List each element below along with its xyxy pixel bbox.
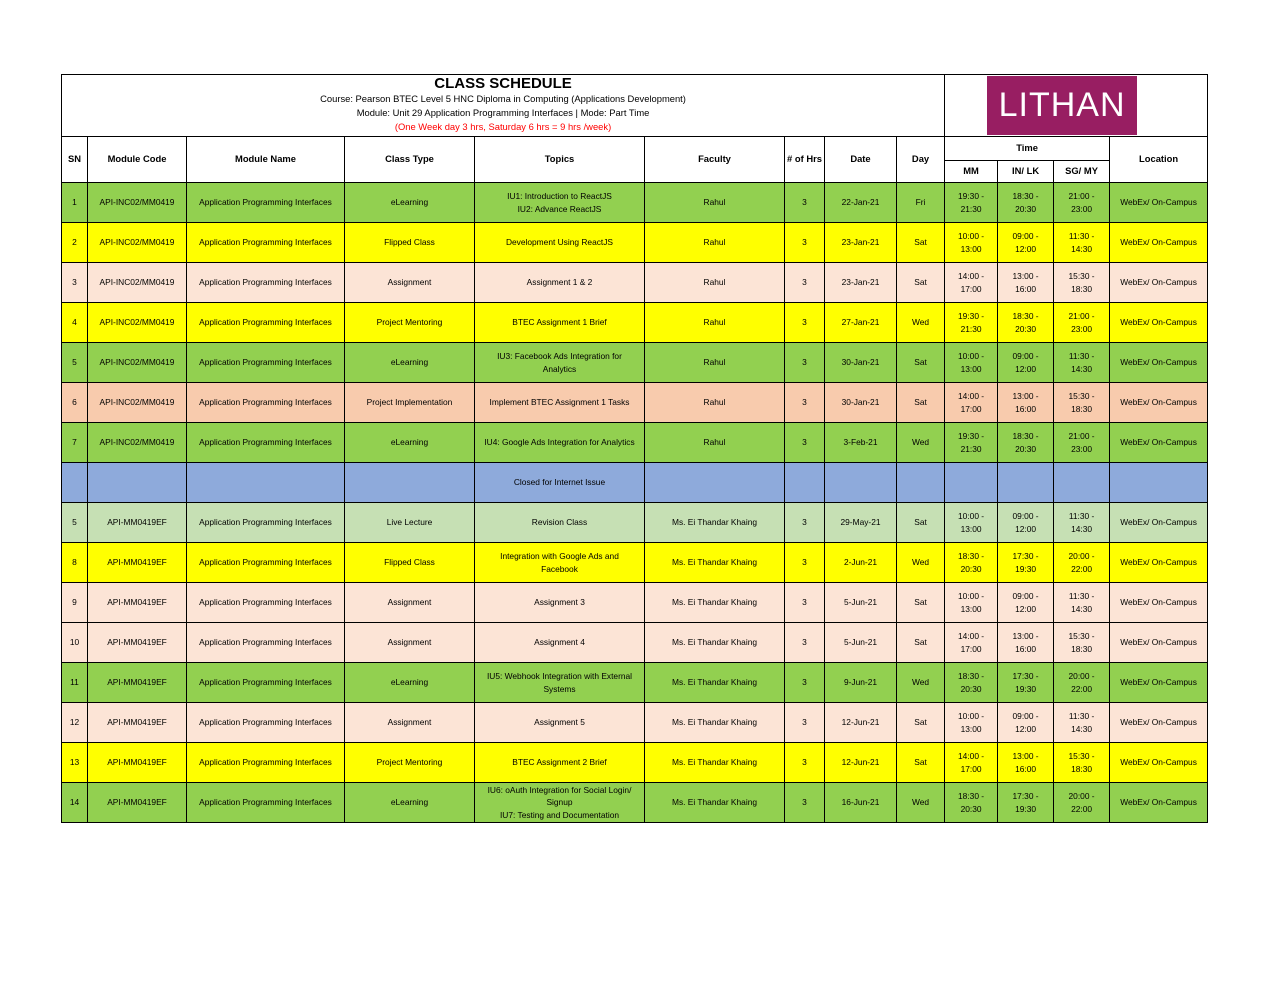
cell-faculty: Rahul (645, 223, 785, 263)
cell-class-type: eLearning (345, 783, 475, 823)
cell-topics: BTEC Assignment 2 Brief (475, 743, 645, 783)
cell-module-name: Application Programming Interfaces (187, 343, 345, 383)
col-time: Time (945, 137, 1110, 161)
cell-day: Sat (897, 743, 945, 783)
cell-day: Sat (897, 223, 945, 263)
col-topics: Topics (475, 137, 645, 183)
cell-topics: IU6: oAuth Integration for Social Login/ Signup IU7: Testing and Documentation (475, 783, 645, 823)
cell-date: 27-Jan-21 (825, 303, 897, 343)
cell-time-sg-my: 15:30 - 18:30 (1054, 383, 1110, 423)
cell-module-code: API-INC02/MM0419 (88, 423, 187, 463)
cell-date: 5-Jun-21 (825, 583, 897, 623)
lithan-logo: LITHAN (987, 76, 1137, 135)
cell-class-type: eLearning (345, 423, 475, 463)
cell-location: WebEx/ On-Campus (1110, 423, 1208, 463)
cell-module-code: API-MM0419EF (88, 583, 187, 623)
cell-faculty: Rahul (645, 383, 785, 423)
cell-time-sg-my: 11:30 - 14:30 (1054, 343, 1110, 383)
cell-module-code: API-MM0419EF (88, 503, 187, 543)
cell-day: Wed (897, 663, 945, 703)
cell-faculty: Rahul (645, 263, 785, 303)
col-faculty: Faculty (645, 137, 785, 183)
cell-date: 12-Jun-21 (825, 743, 897, 783)
cell-topics: Assignment 4 (475, 623, 645, 663)
cell-time-mm: 14:00 - 17:00 (945, 383, 998, 423)
cell-time-mm: 10:00 - 13:00 (945, 223, 998, 263)
col-date: Date (825, 137, 897, 183)
cell-module-code: API-INC02/MM0419 (88, 303, 187, 343)
cell-hrs: 3 (785, 223, 825, 263)
cell-date: 12-Jun-21 (825, 703, 897, 743)
table-row (62, 383, 1208, 423)
cell-location: WebEx/ On-Campus (1110, 223, 1208, 263)
cell-time-in-lk: 13:00 - 16:00 (998, 263, 1054, 303)
cell-faculty: Rahul (645, 303, 785, 343)
cell-date: 2-Jun-21 (825, 543, 897, 583)
cell-topics: Assignment 1 & 2 (475, 263, 645, 303)
cell-sn: 14 (62, 783, 88, 823)
cell-sn: 10 (62, 623, 88, 663)
logo-cell (945, 75, 1208, 137)
cell-time-in-lk: 18:30 - 20:30 (998, 423, 1054, 463)
cell-module-code (88, 463, 187, 503)
col-time-sg-my: SG/ MY (1054, 161, 1110, 183)
cell-hrs: 3 (785, 783, 825, 823)
cell-hrs: 3 (785, 663, 825, 703)
cell-hrs: 3 (785, 423, 825, 463)
cell-topics: Assignment 3 (475, 583, 645, 623)
cell-module-name: Application Programming Interfaces (187, 263, 345, 303)
cell-class-type (345, 463, 475, 503)
col-location: Location (1110, 137, 1208, 183)
cell-time-mm: 10:00 - 13:00 (945, 703, 998, 743)
cell-sn: 1 (62, 183, 88, 223)
cell-topics: IU5: Webhook Integration with External Systems (475, 663, 645, 703)
cell-day: Wed (897, 423, 945, 463)
cell-module-code: API-MM0419EF (88, 743, 187, 783)
cell-faculty: Ms. Ei Thandar Khaing (645, 583, 785, 623)
class-schedule-table (61, 74, 1208, 823)
hours-note: (One Week day 3 hrs, Saturday 6 hrs = 9 hrs /week) (394, 121, 612, 132)
cell-day (897, 463, 945, 503)
cell-date: 3-Feb-21 (825, 423, 897, 463)
cell-time-sg-my: 11:30 - 14:30 (1054, 583, 1110, 623)
cell-class-type: Assignment (345, 583, 475, 623)
cell-faculty: Ms. Ei Thandar Khaing (645, 743, 785, 783)
cell-hrs: 3 (785, 303, 825, 343)
cell-sn: 13 (62, 743, 88, 783)
cell-topics: Closed for Internet Issue (475, 463, 645, 503)
cell-location: WebEx/ On-Campus (1110, 703, 1208, 743)
cell-time-mm: 18:30 - 20:30 (945, 543, 998, 583)
cell-faculty: Rahul (645, 423, 785, 463)
cell-module-code: API-MM0419EF (88, 703, 187, 743)
col-module-code: Module Code (88, 137, 187, 183)
cell-date: 22-Jan-21 (825, 183, 897, 223)
cell-class-type: eLearning (345, 663, 475, 703)
table-row (62, 183, 1208, 223)
cell-time-mm: 19:30 - 21:30 (945, 423, 998, 463)
cell-topics: Implement BTEC Assignment 1 Tasks (475, 383, 645, 423)
cell-time-mm: 18:30 - 20:30 (945, 783, 998, 823)
cell-date: 16-Jun-21 (825, 783, 897, 823)
cell-hrs: 3 (785, 183, 825, 223)
cell-faculty: Ms. Ei Thandar Khaing (645, 703, 785, 743)
cell-module-code: API-INC02/MM0419 (88, 263, 187, 303)
cell-time-in-lk: 18:30 - 20:30 (998, 303, 1054, 343)
module-line: Module: Unit 29 Application Programming Interfaces | Mode: Part Time (356, 107, 650, 118)
table-row (62, 663, 1208, 703)
cell-class-type: eLearning (345, 343, 475, 383)
cell-module-name (187, 463, 345, 503)
cell-time-sg-my: 20:00 - 22:00 (1054, 783, 1110, 823)
table-row (62, 503, 1208, 543)
cell-class-type: Project Mentoring (345, 303, 475, 343)
cell-date: 23-Jan-21 (825, 223, 897, 263)
cell-date (825, 463, 897, 503)
cell-time-sg-my: 21:00 - 23:00 (1054, 423, 1110, 463)
cell-hrs: 3 (785, 703, 825, 743)
cell-time-sg-my: 11:30 - 14:30 (1054, 703, 1110, 743)
cell-class-type: Flipped Class (345, 223, 475, 263)
cell-date: 30-Jan-21 (825, 383, 897, 423)
cell-sn: 3 (62, 263, 88, 303)
cell-module-name: Application Programming Interfaces (187, 303, 345, 343)
cell-sn: 7 (62, 423, 88, 463)
cell-time-in-lk: 17:30 - 19:30 (998, 783, 1054, 823)
course-info (62, 92, 945, 137)
cell-location: WebEx/ On-Campus (1110, 583, 1208, 623)
cell-hrs: 3 (785, 343, 825, 383)
cell-module-code: API-MM0419EF (88, 663, 187, 703)
cell-sn (62, 463, 88, 503)
cell-topics: BTEC Assignment 1 Brief (475, 303, 645, 343)
cell-time-sg-my: 15:30 - 18:30 (1054, 623, 1110, 663)
table-row (62, 783, 1208, 823)
cell-module-name: Application Programming Interfaces (187, 223, 345, 263)
cell-class-type: Assignment (345, 623, 475, 663)
cell-class-type: eLearning (345, 183, 475, 223)
cell-date: 23-Jan-21 (825, 263, 897, 303)
cell-module-name: Application Programming Interfaces (187, 743, 345, 783)
cell-day: Sat (897, 503, 945, 543)
cell-time-sg-my: 15:30 - 18:30 (1054, 263, 1110, 303)
cell-module-code: API-INC02/MM0419 (88, 223, 187, 263)
cell-sn: 6 (62, 383, 88, 423)
cell-time-mm: 10:00 - 13:00 (945, 583, 998, 623)
cell-topics: Development Using ReactJS (475, 223, 645, 263)
cell-faculty (645, 463, 785, 503)
cell-sn: 9 (62, 583, 88, 623)
cell-faculty: Ms. Ei Thandar Khaing (645, 783, 785, 823)
cell-hrs: 3 (785, 623, 825, 663)
cell-time-in-lk: 13:00 - 16:00 (998, 743, 1054, 783)
table-row (62, 703, 1208, 743)
cell-module-name: Application Programming Interfaces (187, 783, 345, 823)
cell-hrs (785, 463, 825, 503)
cell-class-type: Flipped Class (345, 543, 475, 583)
cell-topics: Integration with Google Ads and Facebook (475, 543, 645, 583)
table-row (62, 223, 1208, 263)
cell-day: Sat (897, 383, 945, 423)
cell-location: WebEx/ On-Campus (1110, 543, 1208, 583)
cell-sn: 2 (62, 223, 88, 263)
cell-time-sg-my (1054, 463, 1110, 503)
cell-time-sg-my: 21:00 - 23:00 (1054, 183, 1110, 223)
table-row (62, 463, 1208, 503)
cell-time-sg-my: 15:30 - 18:30 (1054, 743, 1110, 783)
col-day: Day (897, 137, 945, 183)
cell-time-mm: 10:00 - 13:00 (945, 503, 998, 543)
course-line: Course: Pearson BTEC Level 5 HNC Diploma in Computing (Applications Development) (320, 93, 686, 104)
cell-location (1110, 463, 1208, 503)
cell-faculty: Rahul (645, 183, 785, 223)
cell-location: WebEx/ On-Campus (1110, 743, 1208, 783)
cell-time-in-lk: 17:30 - 19:30 (998, 543, 1054, 583)
cell-faculty: Ms. Ei Thandar Khaing (645, 623, 785, 663)
cell-topics: Revision Class (475, 503, 645, 543)
cell-faculty: Ms. Ei Thandar Khaing (645, 503, 785, 543)
cell-day: Sat (897, 623, 945, 663)
cell-module-name: Application Programming Interfaces (187, 543, 345, 583)
cell-hrs: 3 (785, 543, 825, 583)
cell-time-in-lk: 09:00 - 12:00 (998, 343, 1054, 383)
cell-location: WebEx/ On-Campus (1110, 503, 1208, 543)
cell-time-mm: 14:00 - 17:00 (945, 743, 998, 783)
cell-module-code: API-MM0419EF (88, 543, 187, 583)
table-row (62, 303, 1208, 343)
cell-day: Sat (897, 343, 945, 383)
schedule-title: CLASS SCHEDULE (62, 75, 945, 93)
cell-module-code: API-INC02/MM0419 (88, 383, 187, 423)
cell-topics: IU1: Introduction to ReactJS IU2: Advance ReactJS (475, 183, 645, 223)
cell-topics: IU3: Facebook Ads Integration for Analytics (475, 343, 645, 383)
table-row (62, 743, 1208, 783)
cell-module-name: Application Programming Interfaces (187, 583, 345, 623)
cell-date: 30-Jan-21 (825, 343, 897, 383)
cell-location: WebEx/ On-Campus (1110, 303, 1208, 343)
cell-time-mm (945, 463, 998, 503)
table-row (62, 263, 1208, 303)
cell-faculty: Rahul (645, 343, 785, 383)
cell-time-sg-my: 21:00 - 23:00 (1054, 303, 1110, 343)
cell-time-sg-my: 11:30 - 14:30 (1054, 503, 1110, 543)
cell-faculty: Ms. Ei Thandar Khaing (645, 663, 785, 703)
cell-day: Sat (897, 583, 945, 623)
cell-class-type: Project Mentoring (345, 743, 475, 783)
cell-module-name: Application Programming Interfaces (187, 383, 345, 423)
cell-hrs: 3 (785, 743, 825, 783)
cell-module-code: API-MM0419EF (88, 783, 187, 823)
cell-time-in-lk: 09:00 - 12:00 (998, 503, 1054, 543)
cell-time-in-lk: 09:00 - 12:00 (998, 703, 1054, 743)
cell-time-in-lk: 18:30 - 20:30 (998, 183, 1054, 223)
cell-day: Wed (897, 543, 945, 583)
cell-location: WebEx/ On-Campus (1110, 623, 1208, 663)
table-row (62, 343, 1208, 383)
cell-sn: 5 (62, 503, 88, 543)
col-time-in-lk: IN/ LK (998, 161, 1054, 183)
cell-location: WebEx/ On-Campus (1110, 263, 1208, 303)
cell-module-code: API-MM0419EF (88, 623, 187, 663)
cell-time-in-lk: 13:00 - 16:00 (998, 623, 1054, 663)
cell-topics: Assignment 5 (475, 703, 645, 743)
cell-module-name: Application Programming Interfaces (187, 623, 345, 663)
cell-sn: 11 (62, 663, 88, 703)
cell-class-type: Project Implementation (345, 383, 475, 423)
table-row (62, 543, 1208, 583)
cell-hrs: 3 (785, 383, 825, 423)
cell-day: Wed (897, 783, 945, 823)
table-row (62, 623, 1208, 663)
col-class-type: Class Type (345, 137, 475, 183)
cell-sn: 8 (62, 543, 88, 583)
cell-time-mm: 10:00 - 13:00 (945, 343, 998, 383)
cell-sn: 12 (62, 703, 88, 743)
table-row (62, 423, 1208, 463)
cell-time-in-lk: 09:00 - 12:00 (998, 223, 1054, 263)
cell-day: Fri (897, 183, 945, 223)
cell-time-in-lk (998, 463, 1054, 503)
cell-time-sg-my: 20:00 - 22:00 (1054, 663, 1110, 703)
cell-location: WebEx/ On-Campus (1110, 383, 1208, 423)
col-module-name: Module Name (187, 137, 345, 183)
cell-hrs: 3 (785, 263, 825, 303)
cell-module-name: Application Programming Interfaces (187, 423, 345, 463)
cell-module-code: API-INC02/MM0419 (88, 183, 187, 223)
cell-time-in-lk: 17:30 - 19:30 (998, 663, 1054, 703)
cell-time-in-lk: 13:00 - 16:00 (998, 383, 1054, 423)
cell-hrs: 3 (785, 583, 825, 623)
cell-time-mm: 19:30 - 21:30 (945, 303, 998, 343)
cell-time-mm: 18:30 - 20:30 (945, 663, 998, 703)
cell-module-code: API-INC02/MM0419 (88, 343, 187, 383)
col-time-mm: MM (945, 161, 998, 183)
cell-date: 5-Jun-21 (825, 623, 897, 663)
cell-location: WebEx/ On-Campus (1110, 783, 1208, 823)
col-hrs: # of Hrs (785, 137, 825, 183)
cell-module-name: Application Programming Interfaces (187, 183, 345, 223)
cell-day: Wed (897, 303, 945, 343)
cell-time-mm: 14:00 - 17:00 (945, 263, 998, 303)
cell-time-sg-my: 20:00 - 22:00 (1054, 543, 1110, 583)
col-sn: SN (62, 137, 88, 183)
cell-date: 29-May-21 (825, 503, 897, 543)
cell-topics: IU4: Google Ads Integration for Analytics (475, 423, 645, 463)
cell-location: WebEx/ On-Campus (1110, 663, 1208, 703)
cell-hrs: 3 (785, 503, 825, 543)
cell-time-sg-my: 11:30 - 14:30 (1054, 223, 1110, 263)
cell-class-type: Live Lecture (345, 503, 475, 543)
cell-time-in-lk: 09:00 - 12:00 (998, 583, 1054, 623)
cell-sn: 5 (62, 343, 88, 383)
table-row (62, 583, 1208, 623)
cell-module-name: Application Programming Interfaces (187, 663, 345, 703)
cell-sn: 4 (62, 303, 88, 343)
cell-time-mm: 14:00 - 17:00 (945, 623, 998, 663)
cell-location: WebEx/ On-Campus (1110, 183, 1208, 223)
cell-class-type: Assignment (345, 263, 475, 303)
cell-module-name: Application Programming Interfaces (187, 703, 345, 743)
cell-module-name: Application Programming Interfaces (187, 503, 345, 543)
cell-time-mm: 19:30 - 21:30 (945, 183, 998, 223)
cell-class-type: Assignment (345, 703, 475, 743)
cell-faculty: Ms. Ei Thandar Khaing (645, 543, 785, 583)
cell-date: 9-Jun-21 (825, 663, 897, 703)
cell-location: WebEx/ On-Campus (1110, 343, 1208, 383)
cell-day: Sat (897, 263, 945, 303)
cell-day: Sat (897, 703, 945, 743)
